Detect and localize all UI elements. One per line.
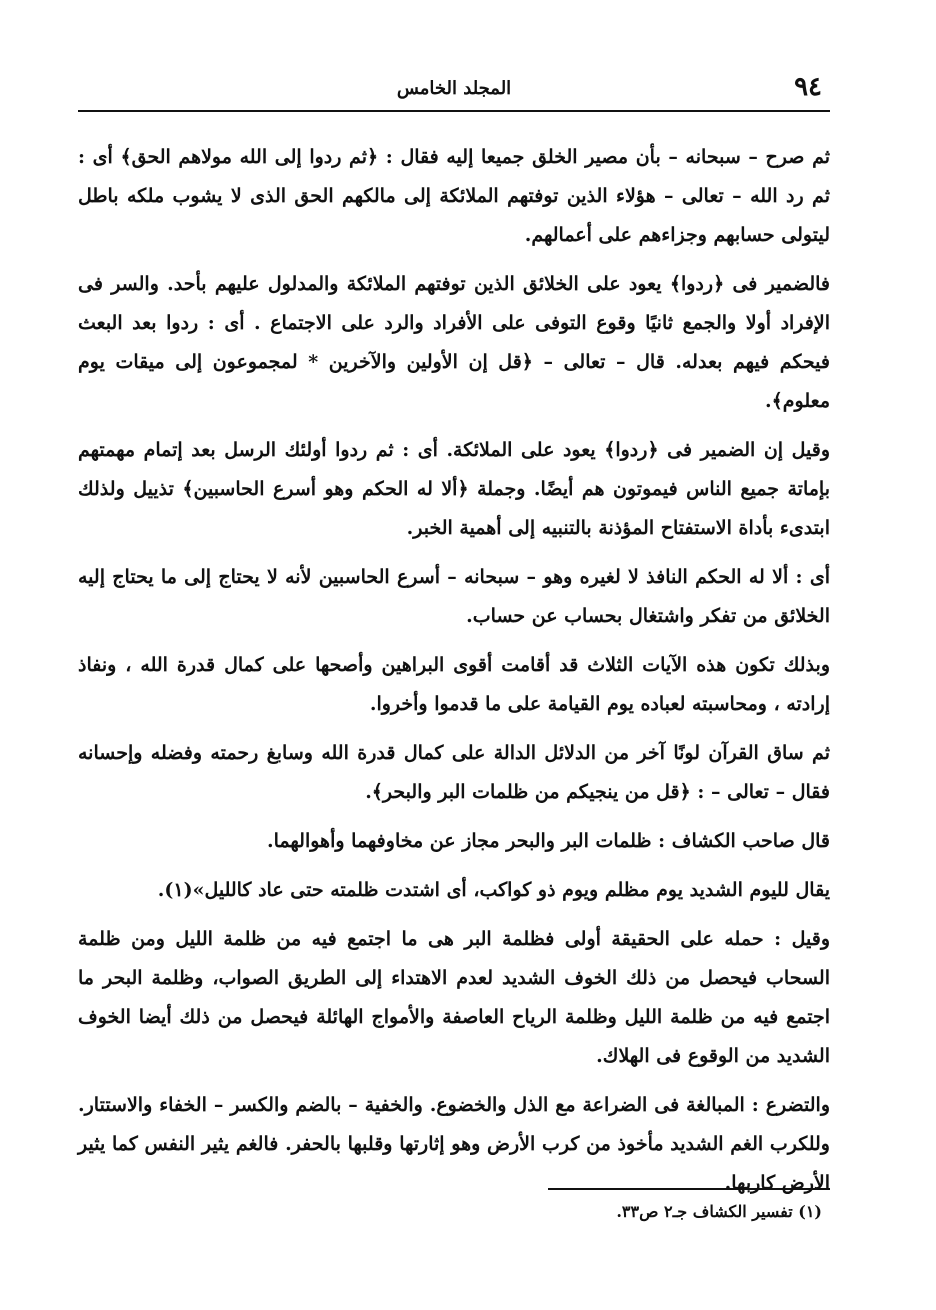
paragraph: والتضرع : المبالغة فى الضراعة مع الذل والخضوع. والخفية – بالضم والكسر – الخفاء والاستتار. وللكرب الغم الشديد مأخوذ من كرب الأرض وهو إثارتها وقلبها بالحفر. فالغم يثير النفس كما يثير الأرض كاربها. [78, 1094, 830, 1194]
paragraph: وبذلك تكون هذه الآيات الثلاث قد أقامت أقوى البراهين وأصحها على كمال قدرة الله ، ونفاذ إرادته ، ومحاسبته لعباده يوم القيامة على ما قدموا وأخروا. [78, 654, 830, 715]
footnote-divider [548, 1188, 830, 1190]
paragraph: وقيل : حمله على الحقيقة أولى فظلمة البر هى ما اجتمع فيه من ظلمة الليل ومن ظلمة السحاب فيحصل من ذلك الخوف الشديد لعدم الاهتداء إلى الطريق الصواب، وظلمة البحر ما اجتمع فيه من ظلمة الليل وظلمة الرياح العاصفة والأمواج الهائلة فيحصل من ذلك أيضا الخوف الشديد من الوقوع فى الهلاك. [78, 928, 830, 1067]
paragraph: يقال لليوم الشديد يوم مظلم ويوم ذو كواكب، أى اشتدت ظلمته حتى عاد كالليل»(١). [157, 879, 830, 901]
paragraph: قال صاحب الكشاف : ظلمات البر والبحر مجاز عن مخاوفهما وأهوالهما. [267, 830, 830, 852]
paragraph: فالضمير فى ﴿ردوا﴾ يعود على الخلائق الذين توفتهم الملائكة والمدلول عليهم بأحد. والسر فى الإفراد أولا والجمع ثانيًا وقوع التوفى على الأفراد والرد على الاجتماع . أى : ردوا بعد البعث فيحكم فيهم بعدله. قال – تعالى – ﴿قل إن الأولين والآخرين * لمجموعون إلى ميقات يوم معلوم﴾. [78, 273, 830, 412]
paragraph: وقيل إن الضمير فى ﴿ردوا﴾ يعود على الملائكة. أى : ثم ردوا أولئك الرسل بعد إتمام مهمتهم بإماتة جميع الناس فيموتون هم أيضًا. وجملة ﴿ألا له الحكم وهو أسرع الحاسبين﴾ تذييل ولذلك ابتدىء بأداة الاستفتاح المؤذنة بالتنبيه إلى أهمية الخبر. [78, 439, 830, 539]
book-page [78, 70, 830, 1250]
page-number: ٩٤ [794, 72, 822, 102]
footnote: (١) تفسير الكشاف جـ٢ ص٣٣. [616, 1202, 822, 1221]
paragraph: ثم ساق القرآن لونًا آخر من الدلائل الدالة على كمال قدرة الله وسابغ رحمته وفضله وإحسانه فقال – تعالى – : ﴿قل من ينجيكم من ظلمات البر والبحر﴾. [78, 742, 830, 803]
page-header [78, 70, 830, 112]
paragraph: ثم صرح – سبحانه – بأن مصير الخلق جميعا إليه فقال : ﴿ثم ردوا إلى الله مولاهم الحق﴾ أى : ثم رد الله – تعالى – هؤلاء الذين توفتهم الملائكة إلى مالكهم الحق الذى لا يشوب ملكه باطل ليتولى حسابهم وجزاءهم على أعمالهم. [78, 146, 830, 246]
page-body [78, 138, 830, 1203]
running-title: المجلد الخامس [396, 78, 512, 99]
paragraph: أى : ألا له الحكم النافذ لا لغيره وهو – سبحانه – أسرع الحاسبين لأنه لا يحتاج إلى ما يحتاج إليه الخلائق من تفكر واشتغال بحساب عن حساب. [78, 566, 830, 627]
